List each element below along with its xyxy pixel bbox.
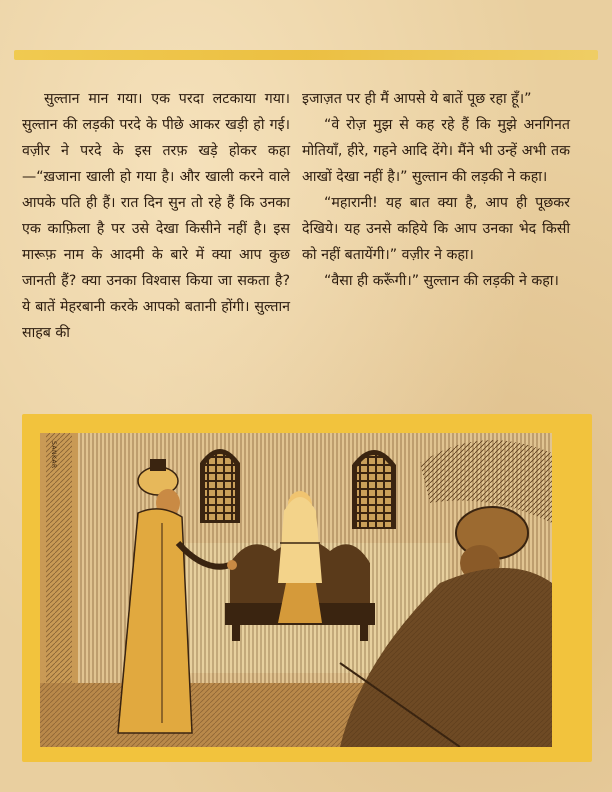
text-column-left: [22, 86, 290, 346]
paragraph: “महारानी! यह बात क्या है, आप ही पूछकर देखिये। यह उनसे कहिये कि आप उनका भेद किसी को नहीं बतायेंगी।” वज़ीर ने कहा।: [302, 195, 570, 263]
princess-figure: [278, 491, 322, 623]
arched-window-left: [200, 449, 240, 523]
paragraph: इजाज़त पर ही मैं आपसे ये बातें पूछ रहा हूँ।”: [302, 91, 532, 107]
court-scene-illustration: [40, 433, 552, 747]
illustration: [40, 433, 552, 747]
decorative-header-band: [14, 50, 598, 60]
arched-window-right: [352, 450, 396, 529]
paragraph: “वे रोज़ मुझ से कह रहे हैं कि मुझे अनगिनत मोतियाँ, हीरे, गहने आदि देंगे। मैंने भी उन्हें अभी तक आखों देखा नहीं है।” सुल्तान की लड़की ने कहा।: [302, 117, 570, 185]
paragraph: “वैसा ही करूँगी।” सुल्तान की लड़की ने कहा।: [324, 273, 559, 289]
text-column-right: [302, 86, 570, 294]
paragraph: सुल्तान मान गया। एक परदा लटकाया गया। सुल्तान की लड़की परदे के पीछे आकर खड़ी हो गई। वज़ीर ने परदे के इस तरफ़ खड़े होकर कहा—“ख़जाना खाली हो गया है। और खाली करने वाले आपके पति ही हैं। रात दिन सुन तो रहे हैं कि उनका एक काफ़िला है पर उसे देखा किसीने नहीं है। इस मारूफ़ नाम के आदमी के बारे में क्या आप कुछ जानती हैं? क्या उनका विश्वास किया जा सकता है? ये बातें मेहरबानी करके आपको बतानी होंगी। सुल्तान साहब की: [22, 91, 290, 341]
artist-signature: SANKAR: [50, 441, 57, 469]
